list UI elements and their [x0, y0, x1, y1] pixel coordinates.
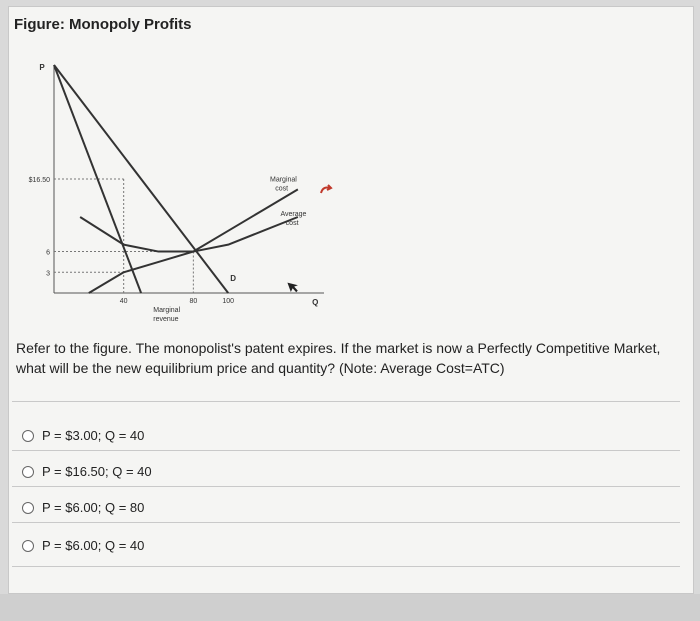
label-mc-line2: cost [275, 185, 289, 193]
label-d: D [230, 274, 236, 284]
label-mr-line2: revenue [153, 316, 179, 323]
option-a[interactable] [22, 428, 144, 443]
option-label: P = $16.50; Q = 40 [42, 464, 152, 479]
x-axis-label: Q [312, 298, 319, 307]
divider [12, 566, 680, 567]
y-tick-label: 6 [46, 249, 50, 257]
series-d [54, 65, 228, 293]
divider [12, 486, 680, 487]
radio-button[interactable] [22, 430, 34, 442]
option-c[interactable] [22, 500, 144, 515]
figure-title: Figure: Monopoly Profits [14, 16, 192, 33]
x-tick-label: 100 [222, 298, 235, 305]
option-d[interactable] [22, 538, 144, 553]
y-axis-label: P [39, 63, 45, 72]
option-b[interactable] [22, 464, 152, 479]
bottom-strip [0, 594, 700, 621]
divider [12, 401, 680, 402]
x-tick-label: 80 [189, 298, 198, 305]
label-ac-line1: Average [280, 211, 307, 218]
label-mr-line1: Marginal [153, 307, 181, 314]
y-tick-label: $16.50 [28, 177, 50, 184]
label-mc-line1: Marginal [270, 176, 297, 184]
option-label: P = $3.00; Q = 40 [42, 428, 145, 443]
series-average-cost [80, 217, 298, 252]
divider [12, 450, 680, 451]
curved-arrow-icon [318, 183, 334, 199]
question-text: Refer to the figure. The monopolist's patent expires. If the market is now a Perfectly Competitive Market, what will be the new equilibrium price and quantity? (Note: Average Cost=ATC) [16, 340, 661, 376]
monopoly-chart [14, 50, 334, 330]
x-tick-label: 40 [119, 298, 128, 305]
y-tick-label: 3 [46, 270, 50, 278]
option-label: P = $6.00; Q = 80 [42, 500, 145, 515]
radio-button[interactable] [22, 466, 34, 478]
radio-button[interactable] [22, 540, 34, 552]
option-label: P = $6.00; Q = 40 [42, 538, 145, 553]
mouse-pointer-icon [287, 280, 300, 294]
divider [12, 522, 680, 523]
radio-button[interactable] [22, 502, 34, 514]
label-ac-line2: cost [285, 220, 299, 227]
